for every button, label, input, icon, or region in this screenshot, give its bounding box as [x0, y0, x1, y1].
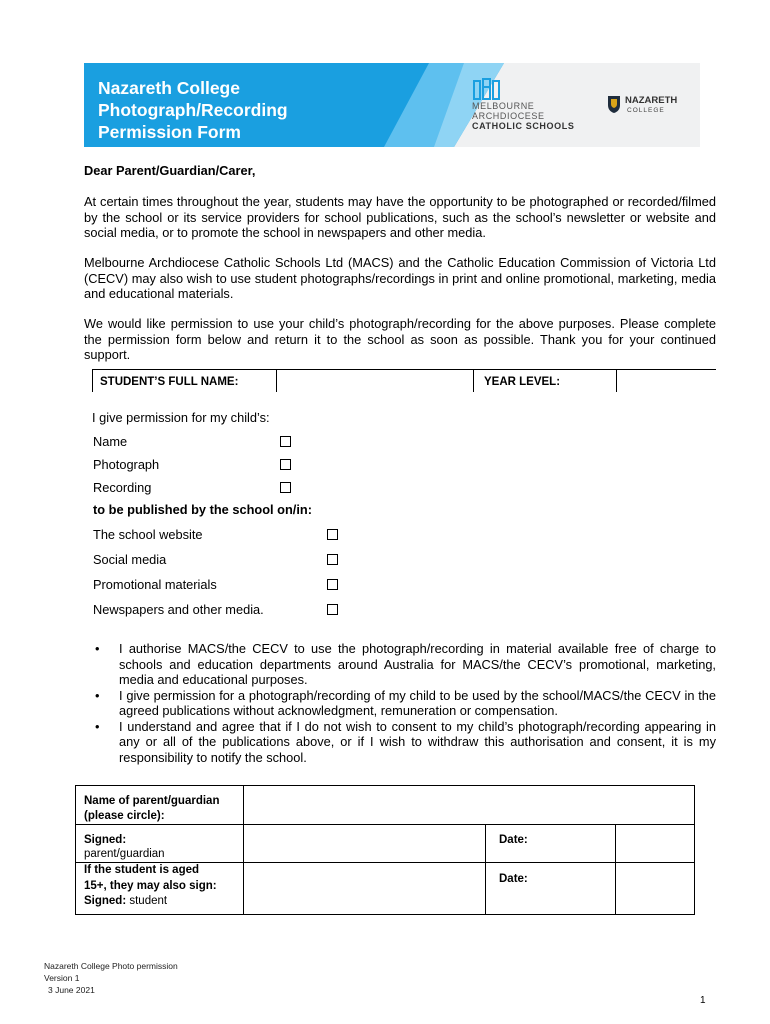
website-checkbox[interactable] — [327, 529, 338, 540]
student-details-row — [92, 369, 716, 392]
footer — [44, 960, 178, 996]
macs-line-3: CATHOLIC SCHOOLS — [472, 121, 575, 131]
parent-date-field[interactable] — [617, 825, 692, 861]
published-heading: to be published by the school on/in: — [93, 502, 312, 517]
paragraph-1: At certain times throughout the year, students may have the opportunity to be photographed or recorded/filmed by the school or its service providers for school publications, such as the school’s newsletter or website and social media, or to promote the school in newspapers and other media. — [84, 194, 716, 240]
macs-line-2: ARCHDIOCESE — [472, 111, 545, 121]
cell-border — [473, 370, 474, 392]
student-date-field[interactable] — [617, 863, 692, 913]
title-line-3: Permission Form — [98, 122, 241, 142]
photograph-checkbox[interactable] — [280, 459, 291, 470]
student-name-label: STUDENT’S FULL NAME: — [100, 376, 239, 388]
signed-label: Signed: — [84, 834, 127, 846]
page-number: 1 — [700, 995, 706, 1006]
signed-sub: parent/guardian — [84, 848, 165, 860]
option-recording-label: Recording — [93, 480, 152, 495]
nazareth-logo-sub: COLLEGE — [627, 107, 665, 114]
table-rule — [243, 786, 244, 914]
consent-statements — [95, 641, 716, 765]
cell-border — [92, 370, 93, 392]
title-line-1: Nazareth College — [98, 78, 240, 98]
consent-statement: • I give permission for a photograph/recording of my child to be used by the school/MACS/the CECV in the agreed publications without acknowledgment, remuneration or compensation. — [95, 688, 716, 719]
consent-statement: • I authorise MACS/the CECV to use the photograph/recording in material available free of charge to schools and education departments around Australia for MACS/the CECV’s promotional, marketing, media and educational purposes. — [95, 641, 716, 688]
student-note-line-2: 15+, they may also sign: — [84, 880, 217, 892]
nazareth-logo-name: NAZARETH — [625, 95, 678, 106]
newspapers-checkbox[interactable] — [327, 604, 338, 615]
channel-social-label: Social media — [93, 552, 167, 567]
footer-doc-title: Nazareth College Photo permission — [44, 961, 178, 971]
greeting: Dear Parent/Guardian/Carer, — [84, 163, 256, 178]
date-label-parent: Date: — [499, 834, 528, 846]
cell-border — [616, 370, 617, 392]
channel-promotional-label: Promotional materials — [93, 577, 217, 592]
nazareth-crest-icon — [606, 94, 622, 114]
student-signed-label — [84, 894, 167, 909]
header-banner — [84, 63, 700, 147]
table-rule — [485, 824, 486, 914]
permission-intro: I give permission for my child’s: — [92, 410, 270, 425]
paragraph-2: Melbourne Archdiocese Catholic Schools Ltd (MACS) and the Catholic Education Commission of Victoria Ltd (CECV) may also wish to use student photographs/recordings in print and online promotional, marketing, media and educational materials. — [84, 255, 716, 301]
title-panel — [84, 63, 504, 147]
channel-website-label: The school website — [93, 527, 203, 542]
title-line-2: Photograph/Recording — [98, 100, 288, 120]
footer-version: Version 1 — [44, 973, 80, 983]
channel-newspapers-label: Newspapers and other media. — [93, 602, 264, 617]
student-signed-rest: student — [126, 895, 168, 907]
macs-line-1: MELBOURNE — [472, 101, 535, 111]
footer-date: 3 June 2021 — [48, 985, 95, 995]
promotional-checkbox[interactable] — [327, 579, 338, 590]
student-note-line-1: If the student is aged — [84, 864, 200, 876]
parent-name-sub: (please circle): — [84, 810, 165, 822]
option-photograph-label: Photograph — [93, 457, 160, 472]
paragraph-3: We would like permission to use your child’s photograph/recording for the above purposes. Please complete the permission form below and return it to the school as soon as possible. Thank you for your continued support. — [84, 316, 716, 362]
table-rule — [615, 824, 616, 914]
parent-name-input[interactable] — [245, 787, 691, 823]
consent-statement: • I understand and agree that if I do not wish to consent to my child’s photograph/recording appearing in any or all of the publications above, or if I wish to withdraw this authorisation and consent, it is my responsibility to notify the school. — [95, 719, 716, 766]
recording-checkbox[interactable] — [280, 482, 291, 493]
form-title — [98, 77, 288, 143]
cell-border — [276, 370, 277, 392]
year-level-input[interactable] — [618, 371, 714, 391]
student-signed-bold: Signed: — [84, 895, 127, 907]
parent-name-label: Name of parent/guardian — [84, 795, 220, 807]
student-signature-field[interactable] — [245, 863, 483, 913]
macs-logo-text — [472, 101, 574, 131]
social-media-checkbox[interactable] — [327, 554, 338, 565]
date-label-student: Date: — [499, 873, 528, 885]
macs-logo-icon — [472, 77, 508, 101]
student-name-input[interactable] — [278, 371, 470, 391]
name-checkbox[interactable] — [280, 436, 291, 447]
year-level-label: YEAR LEVEL: — [484, 376, 561, 388]
option-name-label: Name — [93, 434, 128, 449]
signature-table — [75, 785, 695, 915]
parent-signature-field[interactable] — [245, 825, 483, 861]
